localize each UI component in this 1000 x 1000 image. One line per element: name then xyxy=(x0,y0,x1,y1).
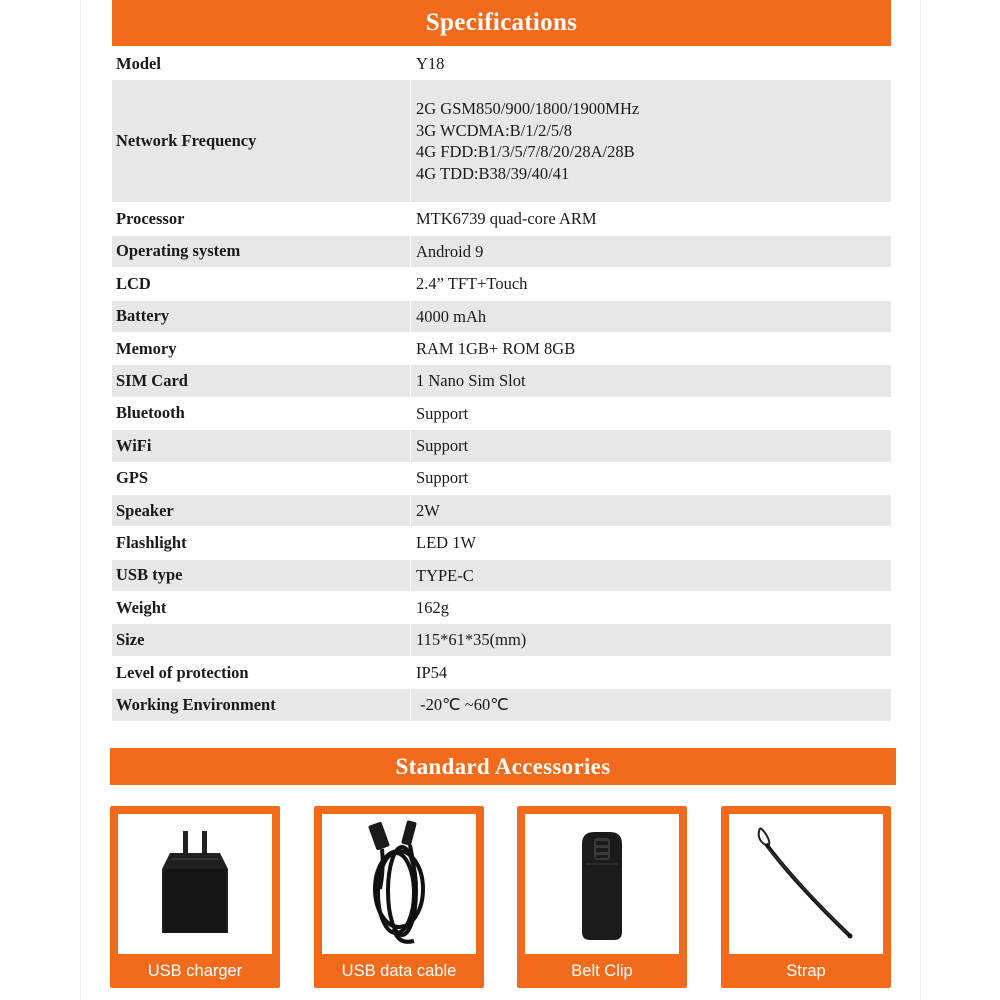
spec-value xyxy=(410,365,891,396)
spec-value-line: 2G GSM850/900/1800/1900MHz xyxy=(416,99,640,119)
spec-value-line: Y18 xyxy=(416,53,445,73)
spec-key: USB type xyxy=(116,565,183,585)
spec-value-line: Support xyxy=(416,468,469,488)
spec-key: Bluetooth xyxy=(116,403,185,423)
spec-row xyxy=(112,365,891,397)
spec-value xyxy=(410,527,891,558)
spec-row xyxy=(112,527,891,559)
spec-value-line: 2W xyxy=(416,500,440,520)
spec-row xyxy=(112,463,891,495)
accessory-card-usb-cable xyxy=(314,806,484,988)
spec-row xyxy=(112,560,891,592)
spec-value-line: 3G WCDMA:B/1/2/5/8 xyxy=(416,120,573,140)
spec-row xyxy=(112,236,891,268)
spec-key: Working Environment xyxy=(116,694,276,714)
spec-value xyxy=(410,236,891,267)
spec-value-line: LED 1W xyxy=(416,533,477,553)
spec-value xyxy=(410,657,891,688)
spec-key: Operating system xyxy=(116,241,241,261)
spec-row xyxy=(112,80,891,203)
spec-key: WiFi xyxy=(116,435,152,455)
spec-key: Speaker xyxy=(116,500,174,520)
spec-row xyxy=(112,48,891,80)
spec-row xyxy=(112,624,891,656)
spec-value-line: RAM 1GB+ ROM 8GB xyxy=(416,338,576,358)
spec-value-line: 2.4” TFT+Touch xyxy=(416,274,528,294)
accessory-photo xyxy=(118,814,272,954)
spec-value-line: Support xyxy=(416,403,469,423)
spec-value-line: MTK6739 quad-core ARM xyxy=(416,209,597,229)
spec-row xyxy=(112,592,891,624)
specifications-table xyxy=(112,48,891,722)
spec-value-line: 115*61*35(mm) xyxy=(416,630,527,650)
accessory-label: USB charger xyxy=(147,961,243,980)
spec-value-line: 1 Nano Sim Slot xyxy=(416,371,526,391)
spec-key: Size xyxy=(116,630,145,650)
page-border-left xyxy=(80,0,81,1000)
spec-row xyxy=(112,657,891,689)
spec-value xyxy=(410,333,891,364)
spec-row xyxy=(112,333,891,365)
usb-cable-icon xyxy=(354,819,444,949)
spec-value xyxy=(410,495,891,526)
specifications-title: Specifications xyxy=(425,9,578,36)
spec-value xyxy=(410,463,891,494)
accessory-card-strap xyxy=(721,806,891,988)
spec-value-line: IP54 xyxy=(416,662,448,682)
spec-value xyxy=(410,203,891,234)
spec-key: Processor xyxy=(116,209,185,229)
spec-key: Model xyxy=(116,53,161,73)
spec-key: Flashlight xyxy=(116,532,187,552)
spec-value-line: TYPE-C xyxy=(416,565,474,585)
spec-value xyxy=(410,624,891,655)
spec-value xyxy=(410,560,891,591)
spec-value-line: Support xyxy=(416,436,469,456)
spec-value xyxy=(410,301,891,332)
spec-row xyxy=(112,430,891,462)
belt-clip-icon xyxy=(572,824,632,944)
accessories-banner xyxy=(110,748,896,785)
accessory-photo xyxy=(525,814,679,954)
strap-icon xyxy=(746,824,866,944)
spec-value xyxy=(410,268,891,299)
spec-value-line: 162g xyxy=(416,598,449,618)
spec-key: Weight xyxy=(116,597,167,617)
accessory-label: Strap xyxy=(786,961,826,980)
spec-row xyxy=(112,398,891,430)
spec-key: Level of protection xyxy=(116,662,249,682)
spec-key: LCD xyxy=(116,273,151,293)
spec-value-line: 4G FDD:B1/3/5/7/8/20/28A/28B xyxy=(416,142,635,162)
spec-value xyxy=(410,430,891,461)
spec-key: GPS xyxy=(116,468,149,488)
accessory-card-usb-charger xyxy=(110,806,280,988)
spec-key: Battery xyxy=(116,306,170,326)
spec-row xyxy=(112,301,891,333)
spec-value xyxy=(410,80,891,202)
accessory-photo xyxy=(322,814,476,954)
spec-row xyxy=(112,689,891,721)
spec-value xyxy=(410,592,891,623)
accessory-label: USB data cable xyxy=(341,961,457,980)
spec-value-line: Android 9 xyxy=(416,241,484,261)
accessory-photo xyxy=(729,814,883,954)
spec-row xyxy=(112,268,891,300)
usb-charger-icon xyxy=(150,829,240,939)
spec-value xyxy=(410,689,891,720)
spec-value-line: 4G TDD:B38/39/40/41 xyxy=(416,163,570,183)
spec-value-line: -20℃ ~60℃ xyxy=(416,695,509,715)
spec-value-line: 4000 mAh xyxy=(416,306,487,326)
specifications-banner xyxy=(112,0,891,46)
page-border-right xyxy=(920,0,921,1000)
accessory-label: Belt Clip xyxy=(571,961,633,980)
spec-row xyxy=(112,203,891,235)
spec-row xyxy=(112,495,891,527)
accessories-title: Standard Accessories xyxy=(395,753,611,779)
spec-value xyxy=(410,398,891,429)
spec-key: SIM Card xyxy=(116,371,188,391)
accessory-card-belt-clip xyxy=(517,806,687,988)
spec-value xyxy=(410,48,891,79)
spec-key: Network Frequency xyxy=(116,131,257,151)
spec-key: Memory xyxy=(116,338,177,358)
